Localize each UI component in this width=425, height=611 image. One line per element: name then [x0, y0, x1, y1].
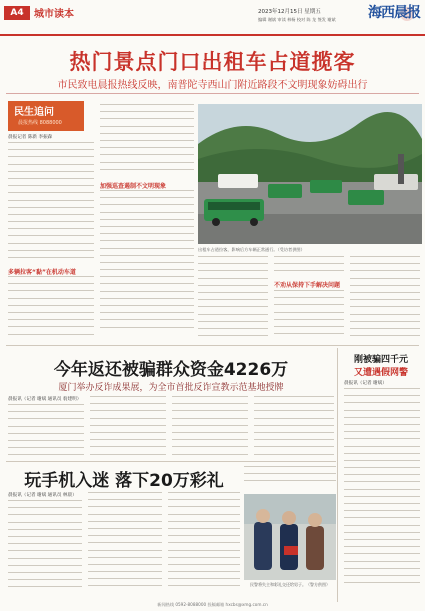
story3-column-1: [8, 500, 82, 593]
lead-column-4b: [274, 290, 344, 340]
police-handover-photo: [244, 494, 336, 580]
story2-headline: 今年返还被骗群众资金4226万: [53, 360, 289, 380]
newspaper-logo: 海西晨报: [368, 5, 420, 21]
column-banner-title: 民生追问: [14, 107, 54, 118]
lead-column-2b: [100, 190, 194, 334]
lead-headline: 热门景点门口出租车占道揽客: [69, 50, 356, 74]
story2-column-4: [254, 396, 334, 461]
page-number-tag: A4: [4, 6, 30, 20]
story2-column-2: [90, 396, 166, 461]
lead-subhead-3: 不劝从保持下手解决问题: [274, 282, 341, 289]
issue-date: 2023年12月15日 星期五: [258, 9, 321, 15]
masthead: [0, 0, 425, 36]
lead-divider: [6, 93, 419, 94]
lead-subhead-2: 加强巡查遏制不文明现象: [100, 183, 167, 190]
story3-headline: 玩手机入迷 落下20万彩礼: [24, 471, 224, 491]
section-name: 城市读本: [34, 9, 74, 20]
story3-photo-caption: 民警将失主和彩礼交还给男子。（警方供图）: [250, 582, 330, 587]
story-divider: [6, 461, 336, 462]
lead-byline: 晨报记者 陈新 李振森: [8, 135, 53, 140]
lead-column-1b: [8, 276, 94, 341]
section-divider: [6, 345, 419, 346]
lead-subheadline: 市民致电晨报热线反映，南普陀寺西山门附近路段不文明现象妨碍出行: [57, 80, 368, 91]
column-divider: [337, 348, 338, 602]
lead-column-2: [100, 104, 194, 176]
column-banner-hotline: 晨报热线 8088000: [18, 120, 62, 126]
taxi-street-photo: [198, 104, 422, 244]
lead-subhead-1: 多辆拉客“黏”在机动车道: [8, 269, 76, 276]
editor-credits: 编辑 谢斌 审读 林杨 校对 陈 龙 签发 谢斌: [258, 17, 336, 22]
story2-subheadline: 厦门举办反诈成果展，为全市首批反诈宣教示范基地授牌: [58, 383, 284, 393]
story3-column-3: [168, 492, 240, 593]
side-story-headline-2: 又遭遇假网警: [353, 368, 408, 378]
lead-column-1: [8, 142, 94, 264]
story2-column-1: [8, 404, 84, 462]
story2-column-3: [172, 396, 248, 461]
side-story-headline-1: 刚被骗四千元: [353, 355, 408, 365]
side-story-byline: 晨报讯（记者 谢斌）: [344, 381, 387, 386]
lead-column-3: [198, 256, 268, 342]
lead-photo-caption: 出租车占道拉客，影响后方车辆正常通行。（受访者供图）: [198, 247, 305, 252]
story3-column-4: [244, 466, 336, 488]
lead-column-5: [350, 256, 420, 342]
page-footer: 新闻热线 0592-8088000 投稿邮箱 hxcbs@xmg.com.cn: [157, 602, 268, 607]
side-story-text: [344, 388, 420, 589]
lead-column-4: [274, 256, 344, 278]
story2-byline: 晨报讯（记者 谢斌 通讯员 翁建明）: [8, 397, 82, 402]
story3-column-2: [88, 492, 162, 593]
story3-byline: 晨报讯（记者 谢斌 通讯员 林晨）: [8, 493, 77, 498]
